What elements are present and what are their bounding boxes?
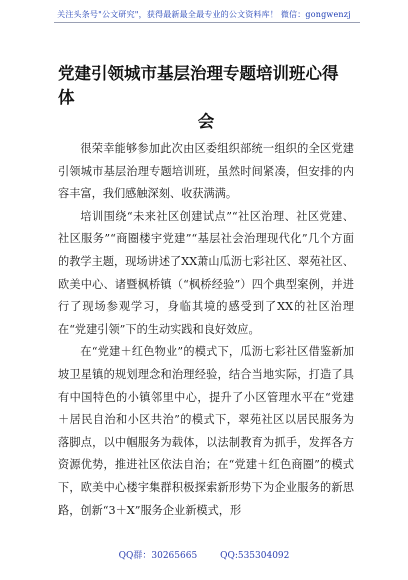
document-title bbox=[58, 62, 354, 134]
paragraph-3: 在“党建＋红色物业”的模式下，瓜沥七彩社区借鉴新加坡卫星镇的规划理念和治理经验，结合当地实际，打造了具有中国特色的小镇邻里中心，提升了小区管理水平在“党建＋居民自治和小区共治”的模式下，翠苑社区以居民服务为落脚点，以中帼服务为载体，以法制教育为抓手，发挥各方资源优势，推进社区依法自治；在“党建＋红色商圈”的模式下，欧美中心楼宇集群积极探索新形势下为企业服务的新思路，创新“3＋X”服务企业新模式，形 bbox=[58, 345, 354, 517]
paragraph-2: 培训围绕“未来社区创建试点”“社区治理、社区党建、社区服务”“商圈楼宇党建”“基层社会治理现代化”几个方面的教学主题，现场讲述了XX萧山瓜沥七彩社区、翠苑社区、欧美中心、诸暨枫桥镇（“枫桥经验”）四个典型案例，并进行了现场参观学习，身临其境的感受到了XX的社区治理在“党建引领”下的生动实践和良好效应。 bbox=[58, 209, 354, 336]
footer-contact bbox=[0, 548, 408, 561]
document-title-line-1: 党建引领城市基层治理专题培训班心得体 bbox=[58, 64, 339, 107]
header-promo-note: 关注头条号"公文研究"，获得最新最全最专业的公文资料库！ 微信：gongwenzj bbox=[57, 10, 351, 19]
document-body bbox=[58, 138, 354, 522]
document-title-line-2: 会 bbox=[197, 112, 215, 131]
paragraph-1: 很荣幸能够参加此次由区委组织部统一组织的全区党建引领城市基层治理专题培训班，虽然时间紧凑，但安排的内容丰富，我们感触深刻、收获满满。 bbox=[58, 142, 354, 201]
header-divider bbox=[54, 22, 360, 23]
footer-qq: QQ:535304092 bbox=[220, 551, 290, 561]
footer-qq-group: QQ群：30265665 bbox=[118, 551, 198, 561]
